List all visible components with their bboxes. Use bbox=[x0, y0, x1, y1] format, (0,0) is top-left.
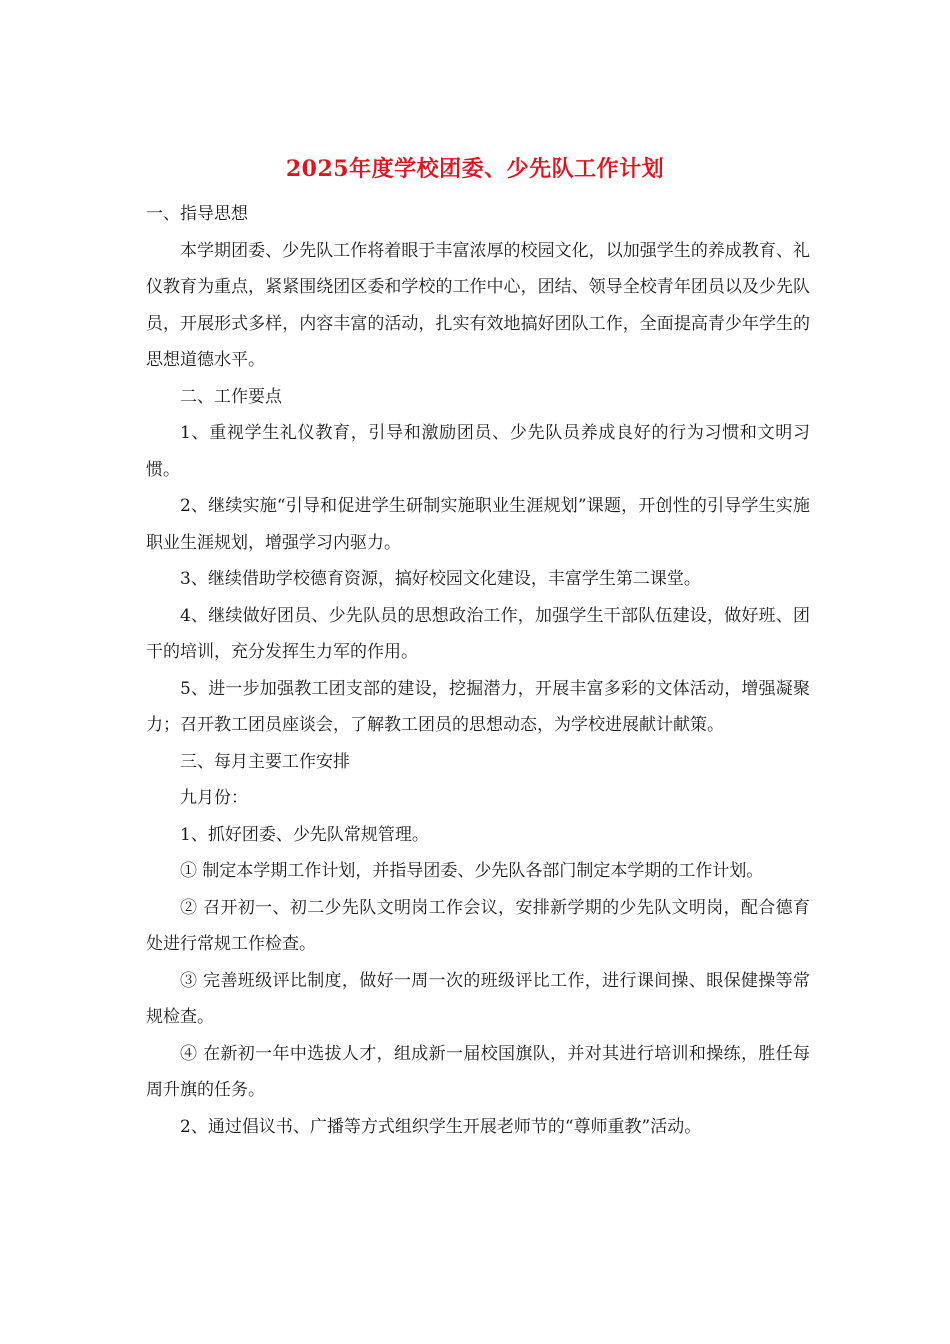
month-label: 九月份： bbox=[180, 788, 248, 808]
list-item: 1、抓好团委、少先队常规管理。 bbox=[180, 824, 429, 845]
list-item: 2、继续实施“引导和促进学生研制实施职业生涯规划”课题，开创性的引导学生实施职业生涯规划，增强学习内驱力。 bbox=[146, 496, 810, 553]
sub-list-item: ④ 在新初一年中选拔人才，组成新一届校国旗队，并对其进行培训和操练，胜任每周升旗的任务。 bbox=[146, 1043, 810, 1100]
sub-list-item: ③ 完善班级评比制度，做好一周一次的班级评比工作，进行课间操、眼保健操等常规检查。 bbox=[146, 970, 810, 1027]
list-item: 3、继续借助学校德育资源，搞好校园文化建设，丰富学生第二课堂。 bbox=[180, 569, 701, 589]
list-item: 1、重视学生礼仪教育，引导和激励团员、少先队员养成良好的行为习惯和文明习惯。 bbox=[146, 423, 810, 480]
document-title: 2025年度学校团委、少先队工作计划 bbox=[285, 156, 665, 182]
list-item: 4、继续做好团员、少先队员的思想政治工作，加强学生干部队伍建设，做好班、团干的培训，充分发挥生力军的作用。 bbox=[146, 605, 810, 662]
list-item: 2、通过倡议书、广播等方式组织学生开展老师节的“尊师重教”活动。 bbox=[180, 1116, 702, 1137]
sub-list-item: ② 召开初一、初二少先队文明岗工作会议，安排新学期的少先队文明岗，配合德育处进行常规工作检查。 bbox=[146, 897, 810, 954]
list-item: 5、进一步加强教工团支部的建设，挖掘潜力，开展丰富多彩的文体活动，增强凝聚力；召开教工团员座谈会，了解教工团员的思想动态，为学校进展献计献策。 bbox=[146, 678, 810, 735]
section-heading-monthly-schedule: 三、每月主要工作安排 bbox=[180, 751, 350, 772]
section-paragraph: 本学期团委、少先队工作将着眼于丰富浓厚的校园文化，以加强学生的养成教育、礼仪教育为重点，紧紧围绕团区委和学校的工作中心，团结、领导全校青年团员以及少先队员，开展形式多样，内容丰富的活动，扎实有效地搞好团队工作，全面提高青少年学生的思想道德水平。 bbox=[146, 240, 810, 370]
section-heading-work-points: 二、工作要点 bbox=[180, 386, 282, 407]
section-heading-guiding-ideology: 一、指导思想 bbox=[146, 204, 248, 224]
sub-list-item: ① 制定本学期工作计划，并指导团委、少先队各部门制定本学期的工作计划。 bbox=[180, 861, 764, 881]
document-body bbox=[146, 196, 810, 1145]
